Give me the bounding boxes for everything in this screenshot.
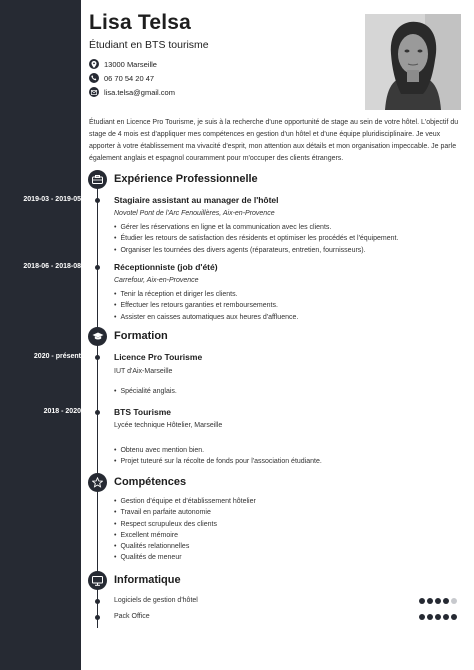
timeline-dot: [95, 410, 100, 415]
list-item: • Travail en parfaite autonomie: [114, 507, 256, 518]
experience-2-dates: 2018-06 - 2018-08: [23, 263, 81, 270]
timeline-dot: [95, 615, 100, 620]
list-item: • Obtenu avec mention bien.: [114, 445, 322, 456]
timeline-dot: [95, 355, 100, 360]
experience-1-title: Stagiaire assistant au manager de l'hôtel: [114, 195, 279, 205]
rating-dot: [451, 598, 457, 604]
timeline-dot: [95, 265, 100, 270]
contact-location: [89, 59, 157, 69]
experience-2-company: Carrefour, Aix-en-Provence: [114, 277, 199, 284]
education-1-dates: 2020 - présent: [33, 353, 81, 360]
education-1-degree: Licence Pro Tourisme: [114, 352, 203, 362]
list-item: • Qualités relationnelles: [114, 541, 256, 552]
experience-1-dates: 2019-03 - 2019-05: [23, 196, 81, 203]
education-2-school: Lycée technique Hôtelier, Marseille: [114, 422, 223, 429]
rating-dot: [451, 614, 457, 620]
education-1-bullets: [114, 386, 177, 397]
education-2-degree: BTS Tourisme: [114, 407, 171, 417]
education-2-dates: 2018 - 2020: [43, 408, 81, 415]
rating-meter: [419, 598, 457, 604]
contact-phone: [89, 73, 154, 83]
list-item: • Assister en caisses automatiques aux heures d'affluence.: [114, 312, 298, 323]
sidebar: [0, 0, 81, 670]
envelope-icon: [89, 87, 99, 97]
graduation-cap-icon: [88, 327, 107, 346]
list-item: • Projet tuteuré sur la récolte de fonds pour l'association étudiante.: [114, 456, 322, 467]
rating-meter: [419, 614, 457, 620]
rating-dot: [427, 614, 433, 620]
list-item: • Étudier les retours de satisfaction des résidents et optimiser les procédés et l'équipement.: [114, 233, 398, 244]
profile-photo: [365, 14, 461, 110]
list-item: • Gestion d'équipe et d'établissement hôtelier: [114, 496, 256, 507]
timeline-dot: [95, 198, 100, 203]
rating-dot: [435, 614, 441, 620]
timeline-line: [97, 186, 98, 628]
profile-summary: Étudiant en Licence Pro Tourisme, je suis à la recherche d'une opportunité de stage au sein de votre hôtel. L'objectif du stage de 4 mois est d'appliquer mes compétences en gestion d'un hôtel et d'une équipe pluridisciplinaire. Je veux apporter à votre établissement ma vivacité d'esprit, mon attention aux détails et mon organisation impeccable. Je parle également anglais et espagnol couramment pour m'occuper des clients étrangers.: [89, 119, 459, 162]
experience-1-bullets: [114, 222, 398, 256]
monitor-icon: [88, 571, 107, 590]
rating-dot: [419, 614, 425, 620]
list-item: • Spécialité anglais.: [114, 386, 177, 397]
experience-1-company: Novotel Pont de l'Arc Fenouillères, Aix-en-Provence: [114, 210, 275, 217]
phone-text: 06 70 54 20 47: [104, 73, 155, 83]
candidate-title: Étudiant en BTS tourisme: [89, 39, 209, 51]
map-pin-icon: [89, 59, 99, 69]
rating-dot: [419, 598, 425, 604]
contact-email: [89, 87, 175, 97]
experience-heading: Expérience Professionnelle: [114, 173, 258, 185]
rating-dot: [443, 598, 449, 604]
list-item: • Excellent mémoire: [114, 530, 256, 541]
skills-list: [114, 496, 256, 564]
list-item: • Tenir la réception et diriger les clients.: [114, 289, 298, 300]
education-2-bullets: [114, 445, 322, 468]
location-text: 13000 Marseille: [104, 59, 157, 69]
list-item: • Qualités de meneur: [114, 552, 256, 563]
experience-2-bullets: [114, 289, 298, 323]
candidate-name: Lisa Telsa: [89, 11, 191, 34]
rating-dot: [443, 614, 449, 620]
list-item: • Respect scrupuleux des clients: [114, 519, 256, 530]
list-item: • Organiser les tournées des divers agents (réparateurs, entretien, fournisseurs).: [114, 245, 398, 256]
list-item: • Effectuer les retours garanties et remboursements.: [114, 300, 298, 311]
rating-dot: [427, 598, 433, 604]
skills-heading: Compétences: [114, 476, 187, 488]
education-1-school: IUT d'Aix-Marseille: [114, 368, 173, 375]
email-text: lisa.telsa@gmail.com: [104, 87, 175, 97]
computing-heading: Informatique: [114, 574, 181, 586]
education-heading: Formation: [114, 330, 168, 342]
computing-2-name: Pack Office: [114, 613, 150, 620]
rating-dot: [435, 598, 441, 604]
timeline-dot: [95, 599, 100, 604]
star-icon: [88, 473, 107, 492]
computing-1-name: Logiciels de gestion d'hôtel: [114, 597, 198, 604]
phone-icon: [89, 73, 99, 83]
briefcase-icon: [88, 170, 107, 189]
list-item: • Gérer les réservations en ligne et la communication avec les clients.: [114, 222, 398, 233]
experience-2-title: Réceptionniste (job d'été): [114, 262, 218, 272]
